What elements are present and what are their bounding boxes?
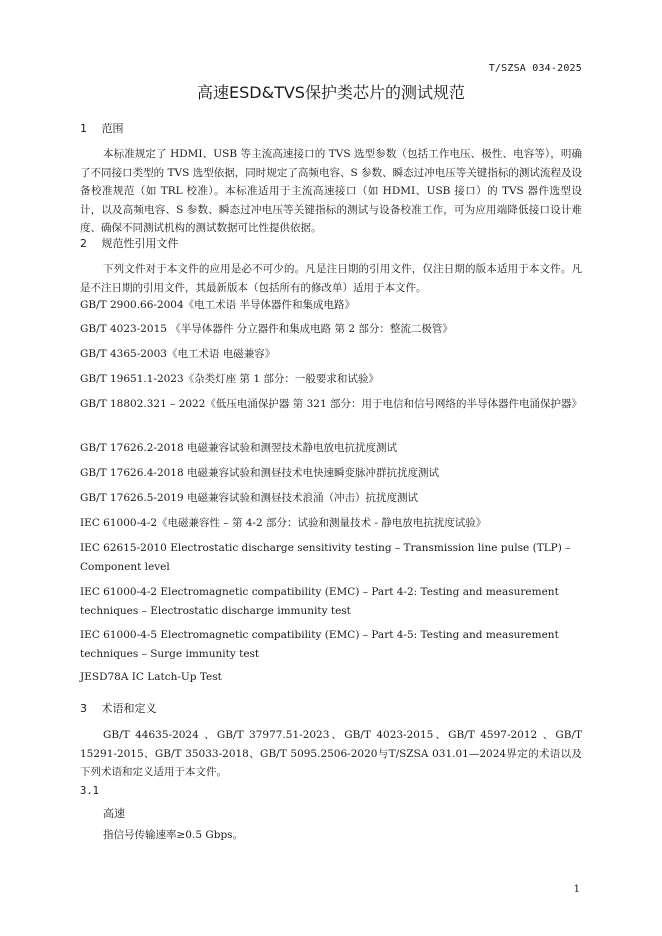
section-2-intro: 下列文件对于本文件的应用是必不可少的。凡是注日期的引用文件，仅注日期的版本适用于本文件。凡是不注日期的引用文件，其最新版本（包括所有的修改单）适用于本文件。 xyxy=(80,263,582,294)
reference-item: GB/T 4023-2015 《半导体器件 分立器件和集成电路 第 2 部分：整流二极管》 xyxy=(80,323,453,335)
section-title: 术语和定义 xyxy=(101,702,157,715)
section-2-heading xyxy=(80,235,580,251)
reference-item: JESD78A IC Latch-Up Test xyxy=(80,671,222,683)
term-definition: 指信号传输速率≥0.5 Gbps。 xyxy=(103,829,244,841)
reference-item: GB/T 19651.1-2023《杂类灯座 第 1 部分：一般要求和试验》 xyxy=(80,373,379,385)
reference-item: IEC 61000-4-2 Electromagnetic compatibility (EMC) – Part 4-2: Testing and measurement techniques – Electrostatic discharge immunity test xyxy=(80,586,559,617)
section-3-heading xyxy=(80,700,580,716)
reference-item: IEC 62615-2010 Electrostatic discharge sensitivity testing – Transmission line pulse (TLP) – Component level xyxy=(80,542,571,573)
section-1-paragraph: 本标准规定了 HDMI、USB 等主流高速接口的 TVS 选型参数（包括工作电压、极性、电容等），明确了不同接口类型的 TVS 选型依据，同时规定了高频电容、S 参数、瞬态过冲电压等关键指标的测试流程及设备校准规范（如 TRL 校准）。本标准适用于主流高速接口（如 HDMI、USB 接口）的 TVS 器件选型设计，以及高频电容、S 参数、瞬态过冲电压等关键指标的测试与设备校准工作，可为应用端降低接口设计难度、确保不同测试机构的测试数据可比性提供依据。 xyxy=(80,148,582,234)
document-title: 高速ESD&TVS保护类芯片的测试规范 xyxy=(197,83,465,102)
reference-item: IEC 61000-4-2《电磁兼容性 – 第 4-2 部分：试验和测量技术 - 静电放电抗扰度试验》 xyxy=(80,517,487,529)
reference-item: IEC 61000-4-5 Electromagnetic compatibility (EMC) – Part 4-5: Testing and measurement techniques – Surge immunity test xyxy=(80,629,559,660)
reference-item: GB/T 2900.66-2004《电工术语 半导体器件和集成电路》 xyxy=(80,299,356,311)
section-number: 2 xyxy=(80,237,87,250)
reference-item: GB/T 18802.321 – 2022《低压电涌保护器 第 321 部分：用于电信和信号网络的半导体器件电涌保护器》 xyxy=(80,398,582,410)
section-number: 1 xyxy=(80,122,87,135)
page-number: 1 xyxy=(573,884,580,895)
section-3-paragraph: GB/T 44635-2024 、GB/T 37977.51-2023、GB/T 4023-2015、GB/T 4597-2012 、GB/T 15291-2015、GB/T 35033-2018、GB/T 5095.2506-2020与T/SZSA 031.01—2024界定的术语以及下列术语和定义适用于本文件。 xyxy=(80,729,582,778)
reference-item: GB/T 17626.5-2019 电磁兼容试验和测昼技术浪涌（冲击）抗扰度测试 xyxy=(80,492,419,504)
document-number: T/SZSA 034-2025 xyxy=(488,63,582,74)
section-number: 3 xyxy=(80,702,87,715)
section-title: 范围 xyxy=(101,122,124,135)
term-number: 3.1 xyxy=(80,785,99,797)
section-title: 规范性引用文件 xyxy=(101,237,179,250)
section-1-heading xyxy=(80,120,580,136)
reference-item: GB/T 4365-2003《电工术语 电磁兼容》 xyxy=(80,348,276,360)
term-name: 高速 xyxy=(103,807,125,820)
reference-item: GB/T 17626.4-2018 电磁兼容试验和测昼技术电快速瞬变脉冲群抗扰度测试 xyxy=(80,467,440,479)
reference-item: GB/T 17626.2-2018 电磁兼容试验和测翌技术静电放电抗扰度测试 xyxy=(80,442,398,454)
